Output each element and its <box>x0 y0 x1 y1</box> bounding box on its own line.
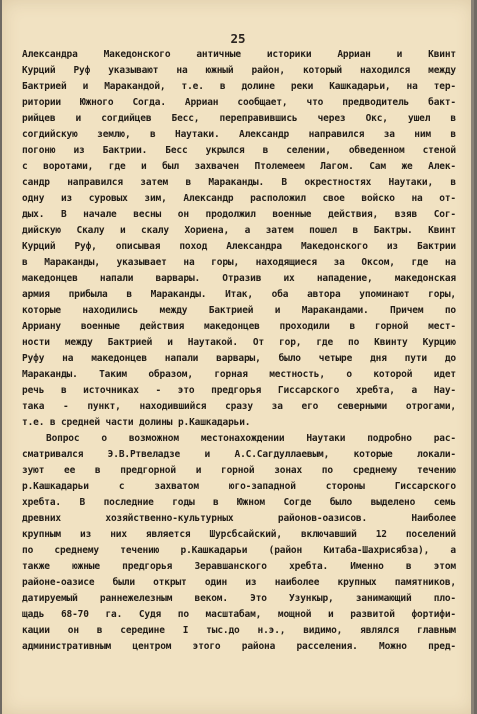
text-line: дийскую Скалу и скалу Хориена, а затем пошел в Бактры. Квинт <box>22 225 456 236</box>
text-line: Руфу на македонцев напали варвары, было четыре дня пути до <box>22 353 456 364</box>
text-line: рийцев и согдийцев Бесс, переправившись через Окс, ушел в <box>22 113 456 124</box>
text-line: Мараканды. Таким образом, горная местность, о которой идет <box>22 369 456 380</box>
text-line: согдийскую землю, в Наутаки. Александр направился за ним в <box>22 129 456 140</box>
page-number: 25 <box>230 31 246 46</box>
paragraph-end-line: т.е. в средней части долины р.Кашкадарьи. <box>22 417 251 428</box>
text-line: сматривался Э.В.Ртвеладзе и А.С.Сагдуллаевым, которые локали- <box>22 449 456 460</box>
text-line: районе-оазисе были открыт один из наиболее крупных памятников, <box>22 577 456 588</box>
text-line: македонцев напали варвары. Отразив их нападение, македонская <box>22 273 456 284</box>
text-line: р.Кашкадарьи с захватом юго-западной стороны Гиссарского <box>22 481 456 492</box>
text-line: сандр направился затем в Мараканды. В окрестностях Наутаки, в <box>22 177 456 188</box>
text-line: Бактрией и Маракандой, т.е. в долине реки Кашкадарьи, на тер- <box>22 81 456 92</box>
text-line: с воротами, где и был захвачен Птолемеем Лагом. Сам же Алек- <box>22 161 456 172</box>
text-line: Курций Руф указывают на южный район, который находился между <box>22 65 456 76</box>
document-page <box>2 0 474 714</box>
text-line: дых. В начале весны он продолжил военные действия, взяв Сог- <box>22 209 456 220</box>
text-line: армия прибыла в Мараканды. Итак, оба автора упоминают горы, <box>22 289 456 300</box>
text-line: которые находились между Бактрией и Маракандами. Причем по <box>22 305 456 316</box>
text-line: административным центром этого района расселения. Можно пред- <box>22 641 456 652</box>
text-line: по среднему течению р.Кашкадарьи (район Китаба-Шахрисябза), а <box>22 545 456 556</box>
text-line: в Мараканды, указывает на горы, находящиеся за Оксом, где на <box>22 257 456 268</box>
page-edge-shadow <box>471 0 474 714</box>
text-line: зуют ее в предгорной и горной зонах по среднему течению <box>22 465 456 476</box>
text-line: крупным из них является Шурсбсайский, включавший 12 поселений <box>22 529 456 540</box>
text-line: одну из суровых зим, Александр расположил свое войско на от- <box>22 193 456 204</box>
text-line: хребта. В последние годы в Южном Согде было выделено семь <box>22 497 456 508</box>
text-line: ности между Бактрией и Наутакой. От гор, где по Квинту Курцию <box>22 337 456 348</box>
text-line: Александра Македонского античные историки Арриан и Квинт <box>22 49 456 60</box>
text-line: речь в источниках - это предгорья Гиссарского хребта, а Нау- <box>22 385 456 396</box>
text-line: древних хозяйственно-культурных районов-оазисов. Наиболее <box>22 513 456 524</box>
text-line: датируемый раннежелезным веком. Это Узункыр, занимающий пло- <box>22 593 456 604</box>
text-line: также южные предгорья Зеравшанского хребта. Именно в этом <box>22 561 456 572</box>
text-line: кации он в середине I тыс.до н.э., видимо, являлся главным <box>22 625 456 636</box>
text-line: Арриану военные действия македонцев проходили в горной мест- <box>22 321 456 332</box>
text-line: погоню из Бактрии. Бесс укрылся в селении, обведенном стеной <box>22 145 456 156</box>
text-line: щадь 68-70 га. Судя по масштабам, мощной и развитой фортифи- <box>22 609 456 620</box>
text-line: ритории Южного Согда. Арриан сообщает, что предводитель бакт- <box>22 97 456 108</box>
text-line: така - пункт, находившийся сразу за его северными отрогами, <box>22 401 456 412</box>
paragraph-first-line: Вопрос о возможном местонахождении Наутаки подробно рас- <box>46 433 456 444</box>
text-line: Курций Руф, описывая поход Александра Македонского из Бактрии <box>22 241 456 252</box>
